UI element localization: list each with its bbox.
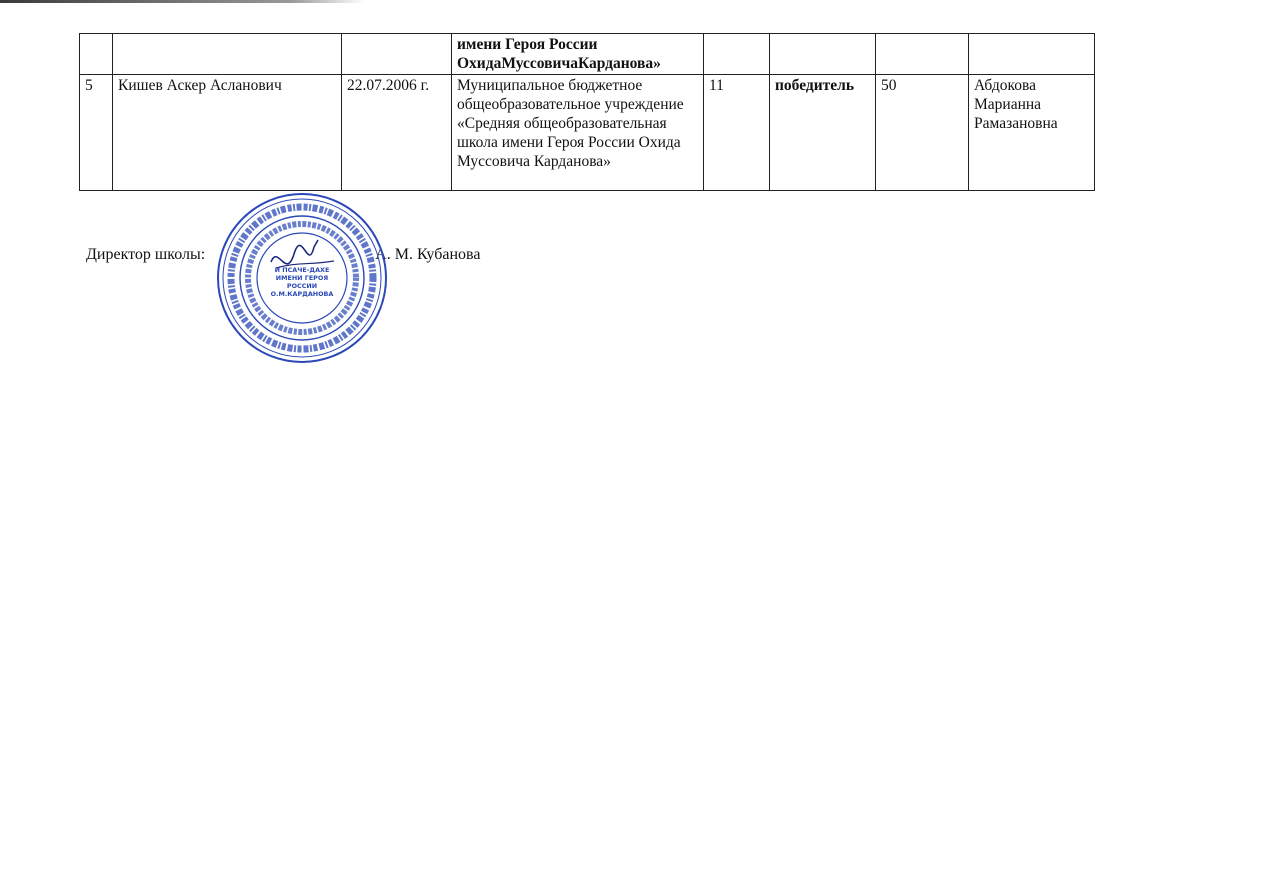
cell-status <box>770 34 876 75</box>
cell-score <box>876 34 969 75</box>
cell-name: Кишев Аскер Асланович <box>113 75 342 191</box>
cell-score: 50 <box>876 75 969 191</box>
director-name: А. М. Кубанова <box>375 246 481 263</box>
table-row <box>80 75 1095 191</box>
table-row <box>80 34 1095 75</box>
seal-center-line: ИМЕНИ ГЕРОЯ <box>275 274 329 282</box>
seal-text-band-inner <box>248 224 356 332</box>
seal-graphic <box>216 192 388 364</box>
seal-center-text <box>271 266 334 298</box>
signature-label: Директор школы: <box>86 246 206 263</box>
seal-center-line: РОССИИ <box>286 282 318 290</box>
seal-center-line: И ПСАЧЕ-ДАХЕ <box>274 266 330 274</box>
cell-school: имени Героя России ОхидаМуссовичаКарданова» <box>452 34 704 75</box>
cell-birthdate: 22.07.2006 г. <box>342 75 452 191</box>
seal-ring-3 <box>240 216 364 340</box>
cell-grade: 11 <box>704 75 770 191</box>
cell-name <box>113 34 342 75</box>
seal-outer-ring <box>218 194 386 362</box>
scan-edge-shadow <box>0 0 365 3</box>
cell-num: 5 <box>80 75 113 191</box>
cell-school: Муниципальное бюджетное общеобразовательное учреждение «Средняя общеобразовательная школа имени Героя России Охида Муссовича Карданова» <box>452 75 704 191</box>
school-seal-stamp <box>216 192 388 364</box>
seal-ring-2 <box>223 199 381 357</box>
cell-birthdate <box>342 34 452 75</box>
cell-num <box>80 34 113 75</box>
cell-grade <box>704 34 770 75</box>
seal-center-line: О.М.КАРДАНОВА <box>270 290 334 298</box>
seal-text-band-outer <box>231 207 373 349</box>
director-signature-line <box>86 246 480 264</box>
results-table <box>79 33 1095 191</box>
cell-teacher: Абдокова Марианна Рамазановна <box>969 75 1095 191</box>
cell-status: победитель <box>770 75 876 191</box>
cell-teacher <box>969 34 1095 75</box>
